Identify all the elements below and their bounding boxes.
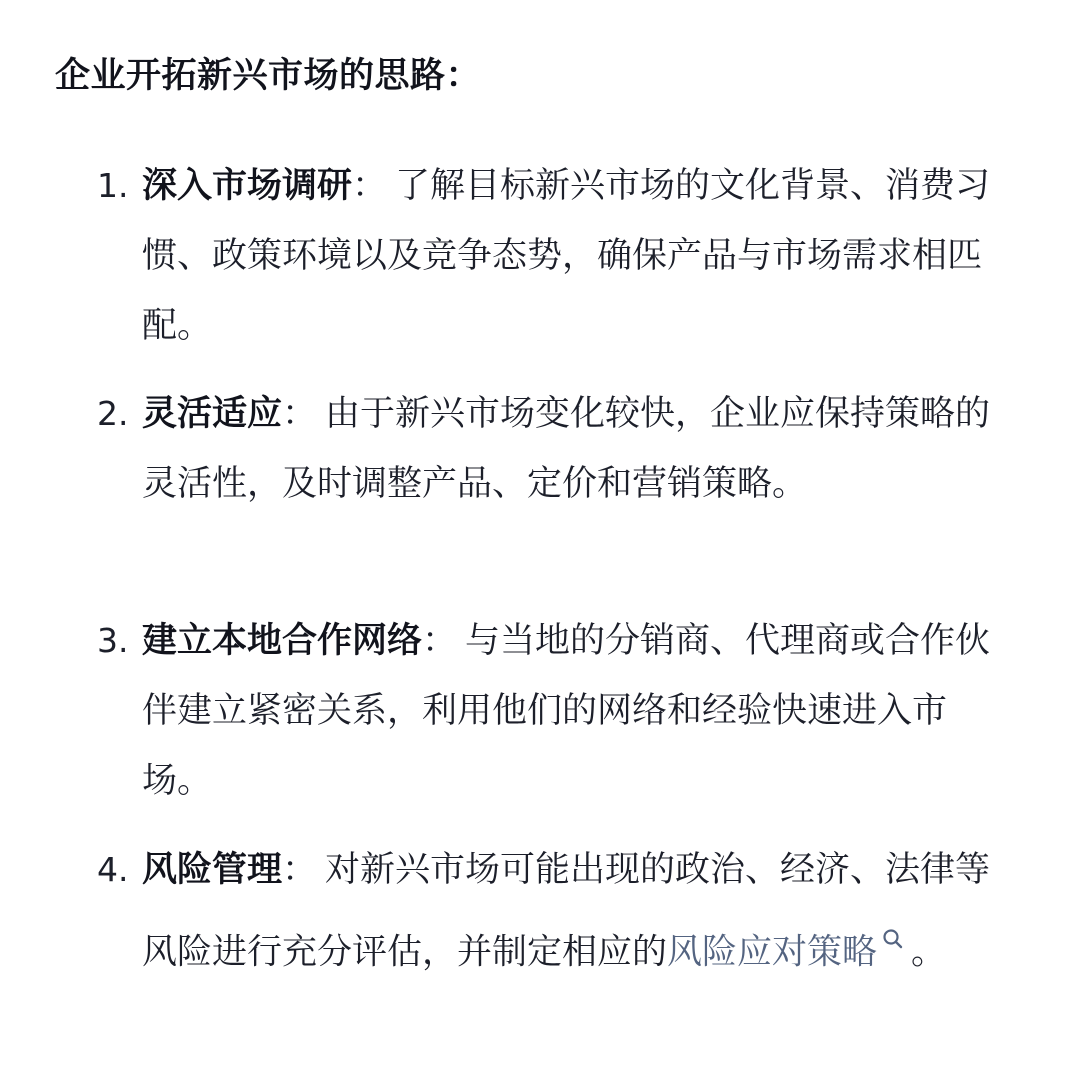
item-title: 灵活适应 <box>142 394 283 434</box>
list-item-body <box>142 379 994 519</box>
search-icon[interactable] <box>881 905 905 929</box>
item-text: 由于新兴市场变化较快，企业应保持策略的灵活性，及时调整产品、定价和营销策略。 <box>142 394 991 504</box>
item-separator: ： <box>282 850 318 890</box>
list-number: 1. <box>97 166 129 205</box>
item-separator: ： <box>422 621 458 661</box>
list-item-body <box>142 835 994 988</box>
item-separator: ： <box>282 394 318 434</box>
item-text: 了解目标新兴市场的文化背景、消费习惯、政策环境以及竞争态势，确保产品与市场需求相匹配。 <box>142 166 991 346</box>
list-number: 2. <box>97 394 129 433</box>
list-number: 3. <box>97 621 129 660</box>
item-text: 对新兴市场可能出现的政治、经济、法律等风险进行充分评估，并制定相应的 <box>142 850 991 973</box>
item-title: 建立本地合作网络 <box>142 621 423 661</box>
item-end-punct: 。 <box>911 932 947 973</box>
item-text: 与当地的分销商、代理商或合作伙伴建立紧密关系，利用他们的网络和经验快速进入市场。 <box>142 621 991 801</box>
item-separator: ： <box>352 166 388 206</box>
page-title: 企业开拓新兴市场的思路： <box>55 56 482 96</box>
list-number: 4. <box>97 850 129 889</box>
item-title: 风险管理 <box>142 850 283 890</box>
risk-strategy-link[interactable]: 风险应对策略 <box>667 932 878 973</box>
list-item-body <box>142 606 994 816</box>
list-item-body <box>142 151 994 361</box>
item-title: 深入市场调研 <box>142 166 353 206</box>
